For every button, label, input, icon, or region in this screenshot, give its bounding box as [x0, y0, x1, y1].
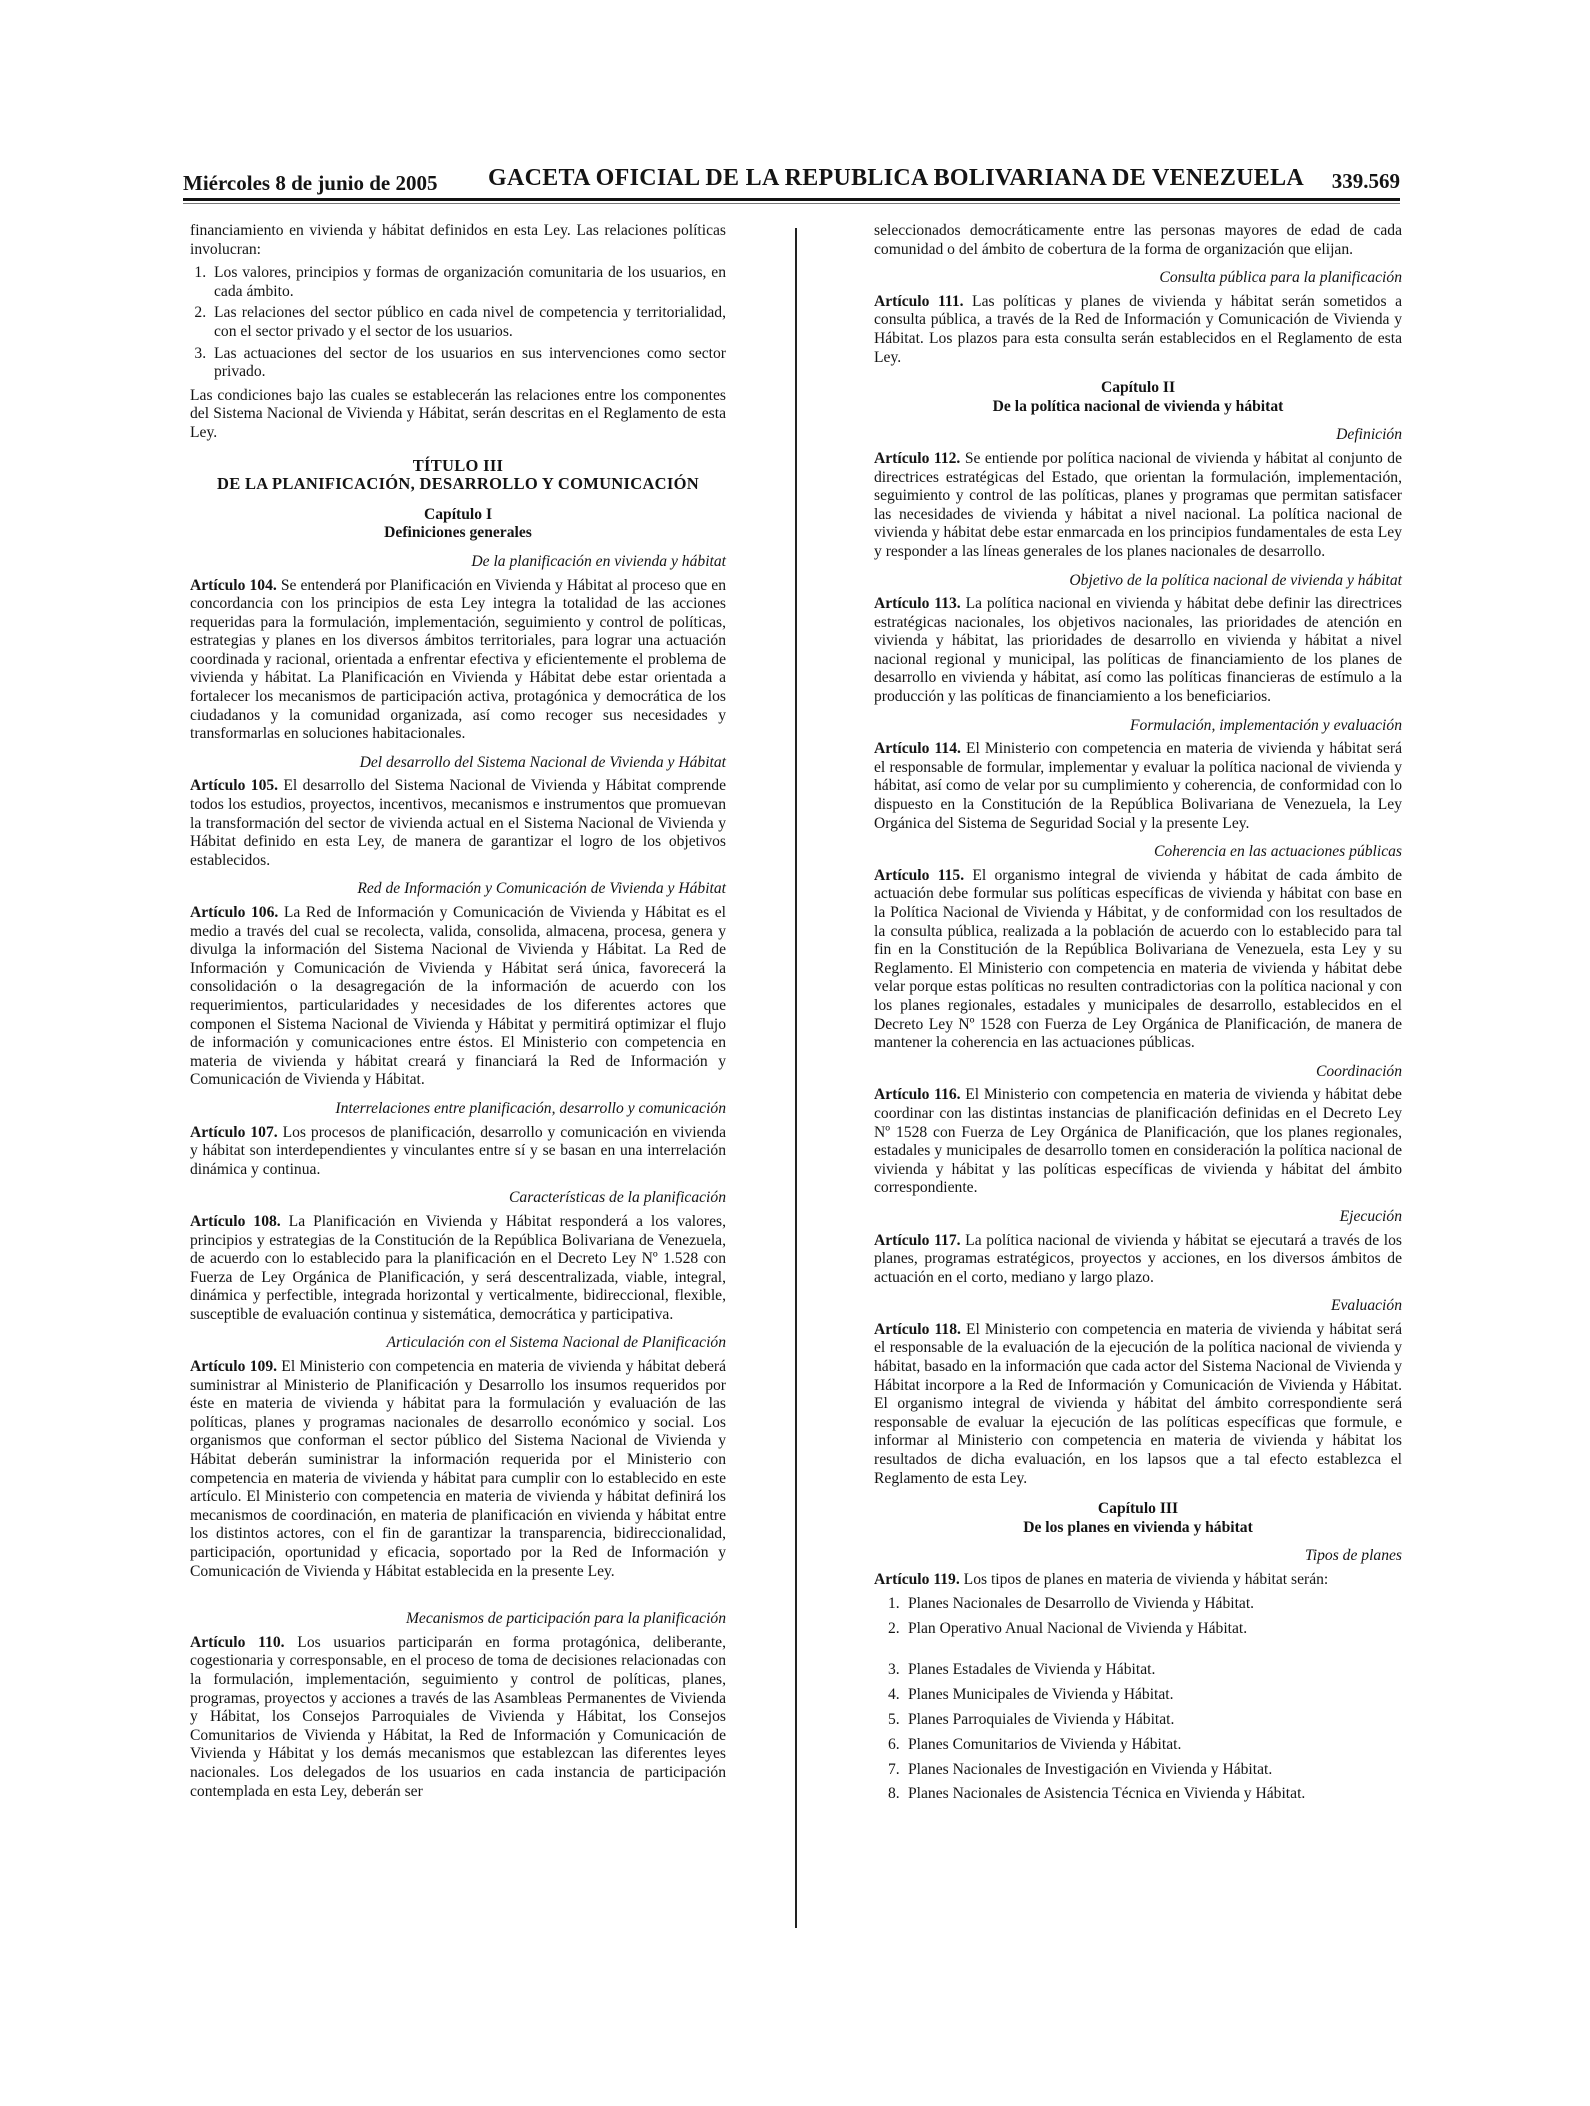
item-number: 8.: [888, 1785, 900, 1803]
article-111: [874, 293, 1402, 367]
article-label: Artículo 112.: [874, 449, 961, 467]
list-item: 2. Las relaciones del sector público en cada nivel de competencia y territorialidad, con el sector privado y el sector de los usuarios.: [210, 304, 726, 341]
item-text: Planes Nacionales de Desarrollo de Vivienda y Hábitat.: [908, 1594, 1255, 1612]
article-text: Los tipos de planes en materia de vivienda y hábitat serán:: [959, 1571, 1329, 1588]
plan-types-list: [874, 1595, 1402, 1639]
chapter-name: Definiciones generales: [384, 524, 532, 542]
item-number: 7.: [888, 1760, 900, 1778]
chapter-heading: Capítulo III: [1097, 1500, 1179, 1518]
item-text: Planes Comunitarios de Vivienda y Hábitat.: [908, 1735, 1182, 1753]
article-114: [874, 740, 1402, 833]
chapter-name: De la política nacional de vivienda y hábitat: [992, 397, 1284, 415]
article-text: El Ministerio con competencia en materia de vivienda y hábitat será el responsable de formular, implementar y evaluar la política nacional de vivienda y hábitat, así como de velar por su cumplimiento y coherencia, de conformidad con lo dispuesto en la Constitución de la República Bolivariana de Venezuela, la Ley Orgánica del Sistema de Seguridad Social y la presente Ley.: [874, 740, 1403, 832]
article-text: La Red de Información y Comunicación de Vivienda y Hábitat es el medio a través del cual se recolecta, valida, consolida, almacena, procesa, genera y divulga la información del Sistema Nacional de Vivienda y Hábitat. La Red de Información y Comunicación de Vivienda y Hábitat será única, favorecerá la consolidación o la desagregación de la información de acuerdo con los requerimientos, particularidades y necesidades de los diferentes actores que componen el Sistema Nacional de Vivienda y Hábitat y permitirá optimizar el flujo de información y comunicaciones entre éstos. El Ministerio con competencia en materia de vivienda y hábitat creará y financiará la Red de Información y Comunicación de Vivienda y Hábitat.: [190, 904, 726, 1089]
item-number: 4.: [888, 1685, 900, 1703]
item-text: Planes Nacionales de Investigación en Vivienda y Hábitat.: [908, 1760, 1273, 1778]
article-heading: Tipos de planes: [1304, 1547, 1402, 1565]
article-text: Las políticas y planes de vivienda y hábitat serán sometidos a consulta pública, a través de la Red de Información y Comunicación de Vivienda y Hábitat. Los plazos para esta consulta serán establecidos en el Reglamento de esta Ley.: [874, 292, 1402, 366]
article-heading: Consulta pública para la planificación: [1159, 269, 1402, 287]
article-heading: Ejecución: [1339, 1207, 1402, 1225]
chapter-heading: Capítulo II: [1100, 379, 1176, 397]
article-label: Artículo 117.: [874, 1231, 961, 1249]
article-heading: Interrelaciones entre planificación, desarrollo y comunicación: [335, 1099, 726, 1117]
item-number: 5.: [888, 1710, 900, 1728]
article-label: Artículo 104.: [190, 576, 277, 594]
article-heading: Formulación, implementación y evaluación: [1130, 716, 1402, 734]
article-label: Artículo 107.: [190, 1123, 278, 1141]
header-rule: [183, 198, 1400, 201]
left-column: [190, 222, 726, 1806]
list-item: [888, 1736, 1402, 1755]
article-label: Artículo 113.: [874, 595, 961, 613]
list-item: 1. Los valores, principios y formas de organización comunitaria de los usuarios, en cada ámbito.: [210, 264, 726, 301]
article-text: La política nacional de vivienda y hábitat se ejecutará a través de los planes, programas estratégicos, proyectos y acciones, en los diversos ámbitos de actuación en el corto, mediano y largo plazo.: [874, 1231, 1402, 1286]
article-heading: De la planificación en vivienda y hábitat: [471, 552, 726, 570]
article-106: [190, 904, 726, 1090]
column-divider: [795, 228, 797, 1928]
list-item: [888, 1620, 1402, 1639]
plan-types-list: [874, 1661, 1402, 1805]
page-number: 339.569: [1331, 169, 1400, 193]
article-text: Los procesos de planificación, desarrollo y comunicación en vivienda y hábitat son interdependientes y vinculantes entre sí y se basan en una interrelación dinámica y continua.: [190, 1123, 727, 1178]
article-heading: Mecanismos de participación para la planificación: [405, 1610, 726, 1628]
header-rule-thin: [183, 203, 1400, 204]
article-119: [874, 1571, 1402, 1590]
chapter-heading: Capítulo I: [423, 505, 493, 523]
article-116: [874, 1086, 1402, 1198]
article-115: [874, 867, 1402, 1053]
list-item: [888, 1711, 1402, 1730]
article-text: La política nacional en vivienda y hábitat debe definir las directrices estratégicas nacionales, los objetivos nacionales, las prioridades de atención en vivienda y hábitat, las prioridades de desarrollo en vivienda y hábitat a nivel nacional regional y municipal, las políticas de financiamiento de los planes de desarrollo en vivienda y hábitat, así como las políticas financieras de estímulo a la producción y las políticas de financiamiento a los beneficiarios.: [874, 595, 1402, 706]
chapter-name: De los planes en vivienda y hábitat: [1023, 1518, 1253, 1536]
article-105: [190, 777, 726, 870]
article-text: La Planificación en Vivienda y Hábitat responderá a los valores, principios y estrategias de la Constitución de la República Bolivariana de Venezuela, de acuerdo con lo establecido para la planificación en el Decreto Ley Nº 1.528 con Fuerza de Ley Orgánica de Planificación, y será descentralizada, viable, integral, dinámica y perfectible, integrada horizontal y verticalmente, bidireccional, flexible, susceptible de evaluación continua y sistemática, democrática y participativa.: [190, 1212, 726, 1323]
article-label: Artículo 119.: [874, 1571, 960, 1588]
list-item: [888, 1761, 1402, 1780]
article-label: Artículo 110.: [190, 1633, 285, 1651]
article-text: Se entenderá por Planificación en Vivienda y Hábitat al proceso que en concordancia con los principios de esta Ley integra la totalidad de las acciones requeridas para la formulación, implementación, seguimiento y control de políticas, estrategias y planes en los diversos ámbitos territoriales, para lograr una actuación coordinada y racional, orientada a enfrentar efectiva y eficientemente el problema de vivienda y hábitat. La Planificación en Vivienda y Hábitat debe estar orientada a fortalecer los mecanismos de participación activa, protagónica y democrática de los ciudadanos y la comunidad organizada, así como recoger sus necesidades y transformarlas en soluciones habitacionales.: [190, 576, 726, 743]
article-118: [874, 1321, 1402, 1488]
article-108: [190, 1213, 726, 1325]
page-header: [183, 165, 1400, 199]
spacer: [190, 1586, 726, 1600]
right-column: [874, 222, 1402, 1810]
list-item: 3. Las actuaciones del sector de los usuarios en sus intervenciones como sector privado.: [210, 345, 726, 382]
article-text: El Ministerio con competencia en materia de vivienda y hábitat deberá suministrar al Ministerio de Planificación y Desarrollo los insumos requeridos por éste en materia de vivienda y hábitat para la formulación y evaluación de las políticas, planes y programas nacionales de desarrollo económico y social. Los organismos que conforman el sector público del Sistema Nacional de Vivienda y Hábitat deberán suministrar la información requerida por el Ministerio con competencia en materia de vivienda y hábitat para cumplir con lo establecido en este artículo. El Ministerio con competencia en materia de vivienda y hábitat definirá los mecanismos de coordinación, en materia de planificación en vivienda y hábitat entre los distintos actores, con el fin de garantizar la transparencia, bidireccionalidad, participación, oportunidad y eficacia, soportado por la Red de Información y Comunicación de Vivienda y Hábitat establecida en la presente Ley.: [190, 1358, 726, 1580]
spacer: [874, 1645, 1402, 1659]
article-text: El desarrollo del Sistema Nacional de Vivienda y Hábitat comprende todos los estudios, proyectos, incentivos, mecanismos e instrumentos que promuevan la transformación del sector de vivienda actual en el Sistema Nacional de Vivienda y Hábitat definido en esta Ley, de manera de garantizar el logro de los objetivos establecidos.: [190, 777, 726, 869]
article-text: El organismo integral de vivienda y hábitat de cada ámbito de actuación debe formular sus políticas específicas de vivienda y hábitat con base en la Política Nacional de Vivienda y Hábitat, y de conformidad con los resultados de la consulta pública, realizada a la población de acuerdo con lo establecido para tal fin en la Constitución de la República Bolivariana de Venezuela, esta Ley y su Reglamento. El Ministerio con competencia en materia de vivienda y hábitat debe velar porque estas políticas no resulten contradictorias con la política nacional y con los planes regionales, estadales y municipales de desarrollo, establecidos en el Decreto Ley Nº 1528 con Fuerza de Ley Orgánica de Planificación, de manera de mantener la coherencia en las actuaciones públicas.: [874, 866, 1402, 1052]
article-heading: Evaluación: [1330, 1297, 1402, 1315]
article-text: Se entiende por política nacional de vivienda y hábitat al conjunto de directrices estratégicas del Estado, que orientan la formulación, implementación, seguimiento y control de las políticas, planes y programas que permitan satisfacer las necesidades de vivienda y hábitat a nivel nacional. La política nacional de vivienda y hábitat debe estar enmarcada en los principios fundamentales de esta Ley y responder a las líneas generales de los planes nacionales de desarrollo.: [874, 449, 1402, 560]
article-117: [874, 1232, 1402, 1288]
item-number: 2.: [888, 1619, 900, 1637]
item-number: 3.: [888, 1660, 900, 1678]
title-name: DE LA PLANIFICACIÓN, DESARROLLO Y COMUNICACIÓN: [217, 474, 699, 494]
item-text: Planes Parroquiales de Vivienda y Hábitat.: [908, 1710, 1175, 1728]
item-text: Planes Estadales de Vivienda y Hábitat.: [908, 1660, 1156, 1678]
article-heading: Definición: [1336, 426, 1402, 444]
article-107: [190, 1124, 726, 1180]
article-text: Los usuarios participarán en forma protagónica, deliberante, cogestionaria y corresponsable, en el proceso de toma de decisiones relacionadas con la formulación, implementación, seguimiento y control de políticas, planes, programas, proyectos y acciones a través de las Asambleas Permanentes de Vivienda y Hábitat, los Consejos Parroquiales de Vivienda y Hábitat, los Consejos Comunitarios de Vivienda y Hábitat, la Red de Información y Comunicación de Vivienda y Hábitat y los demás mecanismos que establezcan las diferentes leyes nacionales. Los delegados de los usuarios en cada instancia de participación contemplada en esta Ley, deberán ser: [190, 1633, 726, 1800]
article-label: Artículo 106.: [190, 904, 279, 921]
title-heading: TÍTULO III: [412, 455, 504, 475]
article-label: Artículo 111.: [874, 292, 964, 310]
header-date: Miércoles 8 de junio de 2005: [183, 171, 438, 195]
intro-paragraph: financiamiento en vivienda y hábitat definidos en esta Ley. Las relaciones políticas involucran:: [190, 222, 726, 258]
list-item: [888, 1661, 1402, 1680]
article-label: Artículo 108.: [190, 1212, 281, 1230]
list-item: [888, 1785, 1402, 1804]
article-label: Artículo 115.: [874, 866, 965, 884]
list-item: [888, 1686, 1402, 1705]
article-text: El Ministerio con competencia en materia de vivienda y hábitat será el responsable de la evaluación de la ejecución de la política nacional de vivienda y hábitat, basado en la información que cada actor del Sistema Nacional de Vivienda y Hábitat incorpore a la Red de Información y Comunicación de Vivienda y Hábitat. El organismo integral de vivienda y hábitat del ámbito correspondiente será responsable de evaluar la ejecución de las políticas específicas que formule, e informar al Ministerio con competencia en materia de vivienda y hábitat los resultados de dicha evaluación, en los lapsos que a tal efecto establezca el Reglamento de esta Ley.: [874, 1320, 1403, 1487]
article-label: Artículo 118.: [874, 1320, 961, 1338]
item-text: Planes Municipales de Vivienda y Hábitat.: [908, 1685, 1174, 1703]
article-heading: Red de Información y Comunicación de Vivienda y Hábitat: [357, 880, 726, 898]
article-heading: Objetivo de la política nacional de vivienda y hábitat: [1069, 571, 1402, 589]
article-label: Artículo 105.: [190, 777, 279, 795]
article-112: [874, 450, 1402, 562]
item-number: 6.: [888, 1735, 900, 1753]
article-113: [874, 595, 1402, 707]
article-heading: Articulación con el Sistema Nacional de Planificación: [386, 1334, 726, 1352]
continued-text: seleccionados democráticamente entre las personas mayores de edad de cada comunidad o del ámbito de cobertura de la forma de organización que elijan.: [874, 222, 1402, 258]
article-text: El Ministerio con competencia en materia de vivienda y hábitat debe coordinar con las distintas instancias de planificación definidas en el Decreto Ley Nº 1528 con Fuerza de Ley Orgánica de Planificación, que los planes regionales, estadales y municipales de desarrollo tomen en consideración la política nacional de vivienda y hábitat y las políticas específicas de vivienda y hábitat del ámbito correspondiente.: [874, 1086, 1402, 1197]
article-110: [190, 1634, 726, 1801]
gazette-title: GACETA OFICIAL DE LA REPUBLICA BOLIVARIANA DE VENEZUELA: [488, 165, 1305, 191]
item-number: 1.: [888, 1594, 900, 1612]
article-label: Artículo 116.: [874, 1086, 961, 1104]
article-heading: Coordinación: [1315, 1062, 1402, 1080]
article-label: Artículo 114.: [874, 740, 961, 758]
article-label: Artículo 109.: [190, 1358, 278, 1376]
list-item: [888, 1595, 1402, 1614]
article-109: [190, 1358, 726, 1581]
intro-closing: Las condiciones bajo las cuales se establecerán las relaciones entre los componentes del Sistema Nacional de Vivienda y Hábitat, serán descritas en el Reglamento de esta Ley.: [190, 386, 726, 441]
item-text: Planes Nacionales de Asistencia Técnica en Vivienda y Hábitat.: [908, 1785, 1306, 1803]
article-heading: Coherencia en las actuaciones públicas: [1153, 843, 1402, 861]
article-heading: Del desarrollo del Sistema Nacional de Vivienda y Hábitat: [359, 753, 726, 771]
intro-list: [190, 264, 726, 382]
item-text: Plan Operativo Anual Nacional de Vivienda y Hábitat.: [908, 1619, 1248, 1637]
article-104: [190, 577, 726, 744]
article-heading: Características de la planificación: [509, 1189, 726, 1207]
